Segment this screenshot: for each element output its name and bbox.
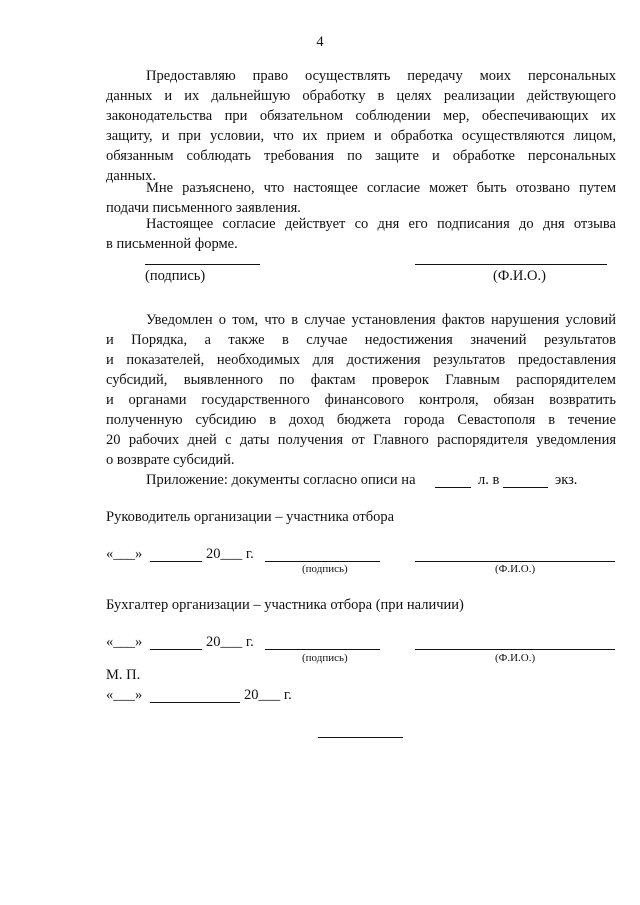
copies-blank <box>503 487 548 488</box>
fio-caption: (Ф.И.О.) <box>493 268 546 284</box>
stamp-date-day: «___» <box>106 687 143 703</box>
text-line: данных. <box>106 168 156 184</box>
text-line: подачи письменного заявления. <box>106 200 301 216</box>
accountant-fio-line <box>415 649 615 650</box>
text-line: и Порядка, а также в случае недостижения значений результатов <box>106 332 616 348</box>
head-date-year: 20___ г. <box>206 546 254 562</box>
text-line: Уведомлен о том, что в случае установления фактов нарушения условий <box>146 312 616 328</box>
text-line: субсидий, выявленного по фактам проверок Главным распорядителем <box>106 372 616 388</box>
accountant-signature-caption: (подпись) <box>302 652 348 664</box>
head-fio-line <box>415 561 615 562</box>
stamp-place: М. П. <box>106 667 141 683</box>
accountant-signature-line <box>265 649 380 650</box>
page-number: 4 <box>316 34 324 50</box>
consent-paragraph-2 <box>106 178 616 218</box>
text-line: в письменной форме. <box>106 236 238 252</box>
attachment-text: Приложение: документы согласно описи на <box>146 472 416 488</box>
text-line: защиту, и при условии, что их прием и обработка осуществляются лицом, <box>106 128 616 144</box>
head-date-month-blank <box>150 561 202 562</box>
attachment-sheets-label: л. в <box>478 472 500 488</box>
head-signature-line <box>265 561 380 562</box>
accountant-date-year: 20___ г. <box>206 634 254 650</box>
end-divider <box>318 737 403 738</box>
signature-line <box>145 264 260 265</box>
head-date-day: «___» <box>106 546 143 562</box>
signature-caption: (подпись) <box>145 268 206 284</box>
consent-paragraph-3 <box>106 214 616 254</box>
notice-paragraph <box>106 310 616 470</box>
accountant-title: Бухгалтер организации – участника отбора (при наличии) <box>106 597 464 613</box>
consent-paragraph-1 <box>106 66 616 186</box>
head-fio-caption: (Ф.И.О.) <box>495 563 536 575</box>
text-line: Настоящее согласие действует со дня его подписания до дня отзыва <box>146 216 616 232</box>
accountant-date-month-blank <box>150 649 202 650</box>
accountant-date-day: «___» <box>106 634 143 650</box>
sheets-blank <box>435 487 471 488</box>
text-line: законодательства при обязательном соблюдении мер, обеспечивающих их <box>106 108 616 124</box>
stamp-date-month-blank <box>150 702 240 703</box>
fio-line <box>415 264 607 265</box>
attachment-copies-label: экз. <box>555 472 578 488</box>
text-line: и органами государственного финансового контроля, обязан возвратить <box>106 392 616 408</box>
text-line: обязанным соблюдать требования по защите и обработке персональных <box>106 148 616 164</box>
head-signature-caption: (подпись) <box>302 563 348 575</box>
text-line: Предоставляю право осуществлять передачу моих персональных <box>146 68 616 84</box>
text-line: данных и их дальнейшую обработку в целях реализации действующего <box>106 88 616 104</box>
text-line: полученную субсидию в доход бюджета города Севастополя в течение <box>106 412 616 428</box>
head-title: Руководитель организации – участника отбора <box>106 509 395 525</box>
text-line: о возврате субсидий. <box>106 452 235 468</box>
text-line: Мне разъяснено, что настоящее согласие может быть отозвано путем <box>146 180 616 196</box>
text-line: и показателей, необходимых для достижения результатов предоставления <box>106 352 616 368</box>
text-line: 20 рабочих дней с даты получения от Главного распорядителя уведомления <box>106 432 616 448</box>
stamp-date-year: 20___ г. <box>244 687 292 703</box>
accountant-fio-caption: (Ф.И.О.) <box>495 652 536 664</box>
